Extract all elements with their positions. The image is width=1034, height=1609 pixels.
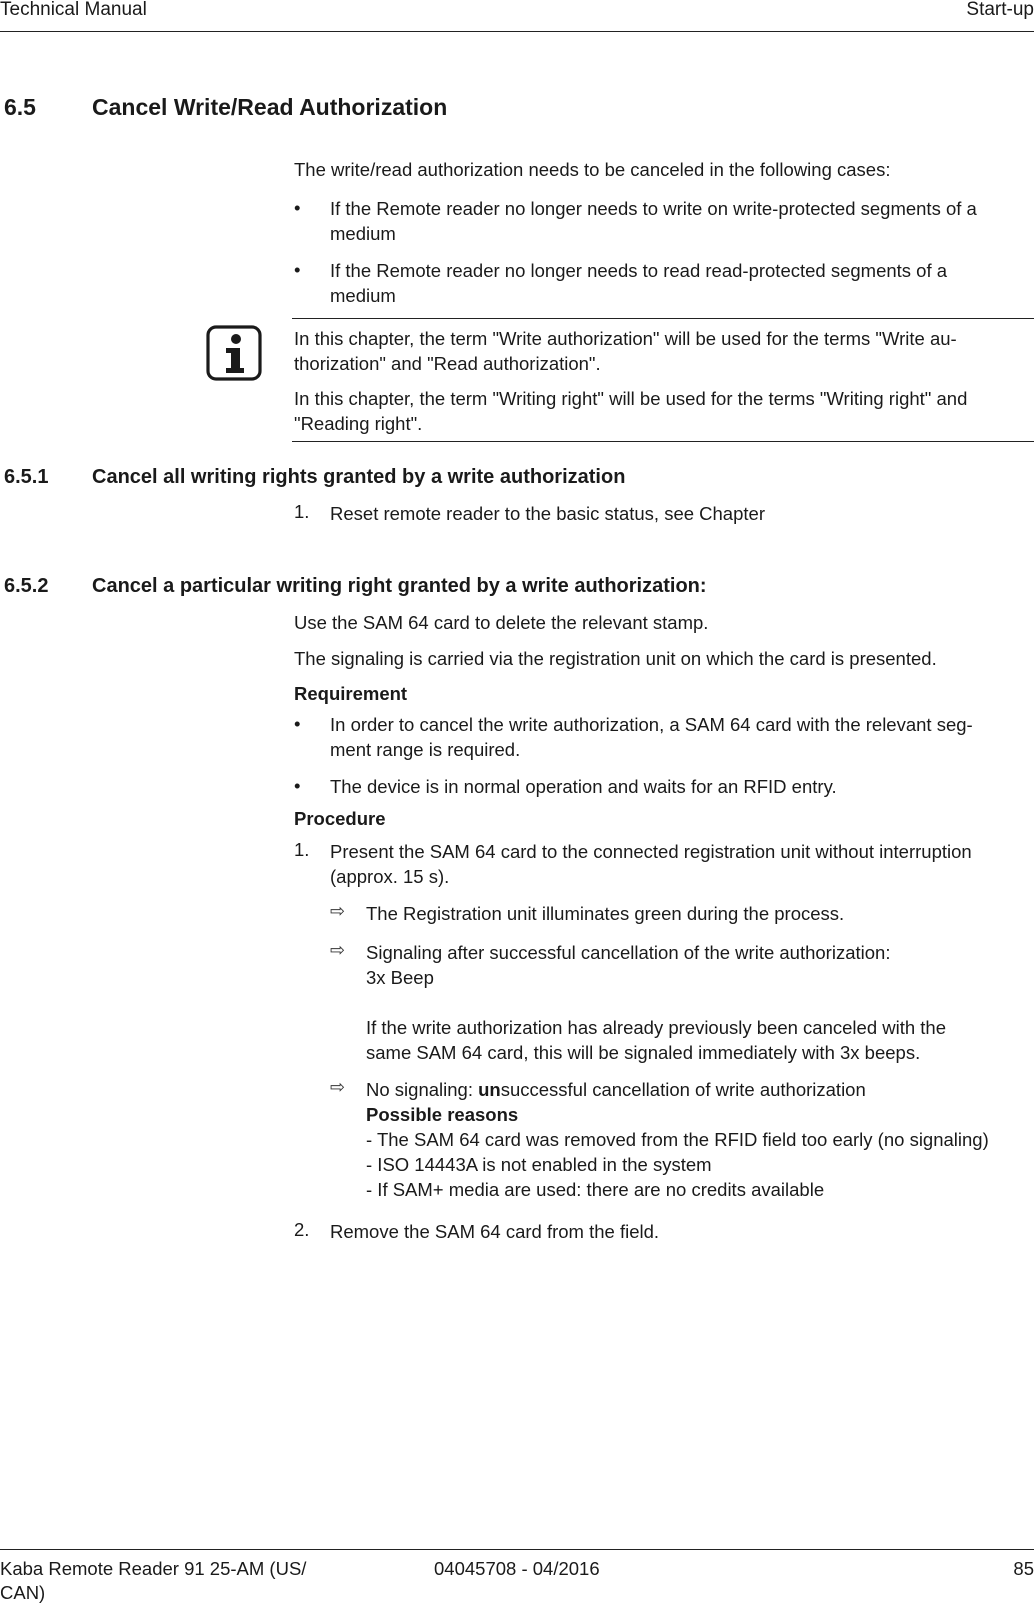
step-line: (approx. 15 s).	[330, 866, 450, 887]
page-footer-rule	[0, 1549, 1034, 1550]
subsection-number: 6.5.2	[4, 575, 49, 597]
result-no-signaling	[366, 1077, 989, 1202]
result-line: Signaling after successful cancellation of the write authorization:	[366, 942, 891, 963]
section-number: 6.5	[4, 94, 36, 120]
procedure-step-1	[330, 839, 972, 889]
result-signaling	[366, 940, 946, 1065]
result-illuminates: The Registration unit illuminates green during the process.	[366, 903, 845, 924]
reasons-heading: Possible reasons	[366, 1104, 519, 1125]
case-line: If the Remote reader no longer needs to read read-protected segments of a	[330, 260, 948, 281]
requirement-item-device: The device is in normal operation and waits for an RFID entry.	[330, 776, 837, 797]
note-paragraph-2	[294, 386, 967, 436]
case-line: medium	[330, 285, 396, 306]
result-line: same SAM 64 card, this will be signaled immediately with 3x beeps.	[366, 1042, 921, 1063]
subsection-title: Cancel all writing rights granted by a write authorization	[92, 466, 626, 488]
subsection-heading-6-5-2	[0, 575, 1034, 601]
bullet-marker: •	[294, 259, 301, 280]
bullet-marker: •	[294, 713, 301, 734]
note-line: In this chapter, the term "Write authorization" will be used for the terms "Write au-	[294, 328, 957, 349]
footer-product	[0, 1557, 306, 1605]
subsection-number: 6.5.1	[4, 466, 49, 488]
header-chapter-title: Start-up	[966, 0, 1034, 20]
result-line	[366, 1077, 989, 1102]
result-arrow-icon: ⇨	[330, 901, 346, 921]
section-title: Cancel Write/Read Authorization	[92, 94, 448, 120]
note-line: In this chapter, the term "Writing right" will be used for the terms "Writing right" and	[294, 388, 968, 409]
paragraph-sam-card: Use the SAM 64 card to delete the relevant stamp.	[294, 612, 709, 633]
reason-item: - The SAM 64 card was removed from the RFID field too early (no signaling)	[366, 1129, 989, 1150]
requirement-heading: Requirement	[294, 683, 408, 704]
info-icon	[206, 325, 262, 381]
no-signal-bold: un	[478, 1079, 501, 1100]
case-line: medium	[330, 223, 396, 244]
no-signal-rest: successful cancellation of write authorization	[500, 1079, 866, 1100]
case-item-read	[330, 258, 947, 308]
step-line: Present the SAM 64 card to the connected registration unit without interruption	[330, 841, 972, 862]
note-bottom-rule	[292, 441, 1034, 442]
requirement-item-card	[330, 712, 973, 762]
reason-item: - If SAM+ media are used: there are no credits available	[366, 1179, 825, 1200]
subsection-title: Cancel a particular writing right granted by a write authorization:	[92, 575, 707, 597]
note-top-rule	[292, 318, 1034, 319]
result-line: 3x Beep	[366, 967, 434, 988]
no-signal-prefix: No signaling:	[366, 1079, 479, 1100]
footer-line: Kaba Remote Reader 91 25-AM (US/	[0, 1558, 307, 1579]
footer-line: CAN)	[0, 1582, 46, 1603]
footer-page-number: 85	[1013, 1558, 1034, 1579]
footer-doc-number: 04045708 - 04/2016	[434, 1558, 600, 1579]
note-line: thorization" and "Read authorization".	[294, 353, 601, 374]
req-line: In order to cancel the write authorization, a SAM 64 card with the relevant seg-	[330, 714, 973, 735]
step-number: 2.	[294, 1219, 310, 1240]
section-heading	[0, 94, 1034, 124]
case-line: If the Remote reader no longer needs to write on write-protected segments of a	[330, 198, 977, 219]
bullet-marker: •	[294, 775, 301, 796]
result-arrow-icon: ⇨	[330, 940, 346, 960]
step-number: 1.	[294, 839, 310, 860]
subsection-heading-6-5-1	[0, 466, 1034, 492]
intro-text: The write/read authorization needs to be canceled in the following cases:	[294, 159, 891, 180]
header-manual-title: Technical Manual	[0, 0, 147, 20]
bullet-marker: •	[294, 197, 301, 218]
case-item-write	[330, 196, 977, 246]
page-header	[0, 0, 1034, 32]
step-number: 1.	[294, 501, 310, 522]
note-line: "Reading right".	[294, 413, 423, 434]
result-line: If the write authorization has already previously been canceled with the	[366, 1017, 947, 1038]
paragraph-signaling: The signaling is carried via the registration unit on which the card is presented.	[294, 648, 937, 669]
step-text: Reset remote reader to the basic status, see Chapter	[330, 503, 765, 524]
procedure-step-2: Remove the SAM 64 card from the field.	[330, 1221, 660, 1242]
req-line: ment range is required.	[330, 739, 521, 760]
reason-item: - ISO 14443A is not enabled in the system	[366, 1154, 712, 1175]
note-paragraph-1	[294, 326, 957, 376]
result-arrow-icon: ⇨	[330, 1077, 346, 1097]
procedure-heading: Procedure	[294, 808, 386, 829]
